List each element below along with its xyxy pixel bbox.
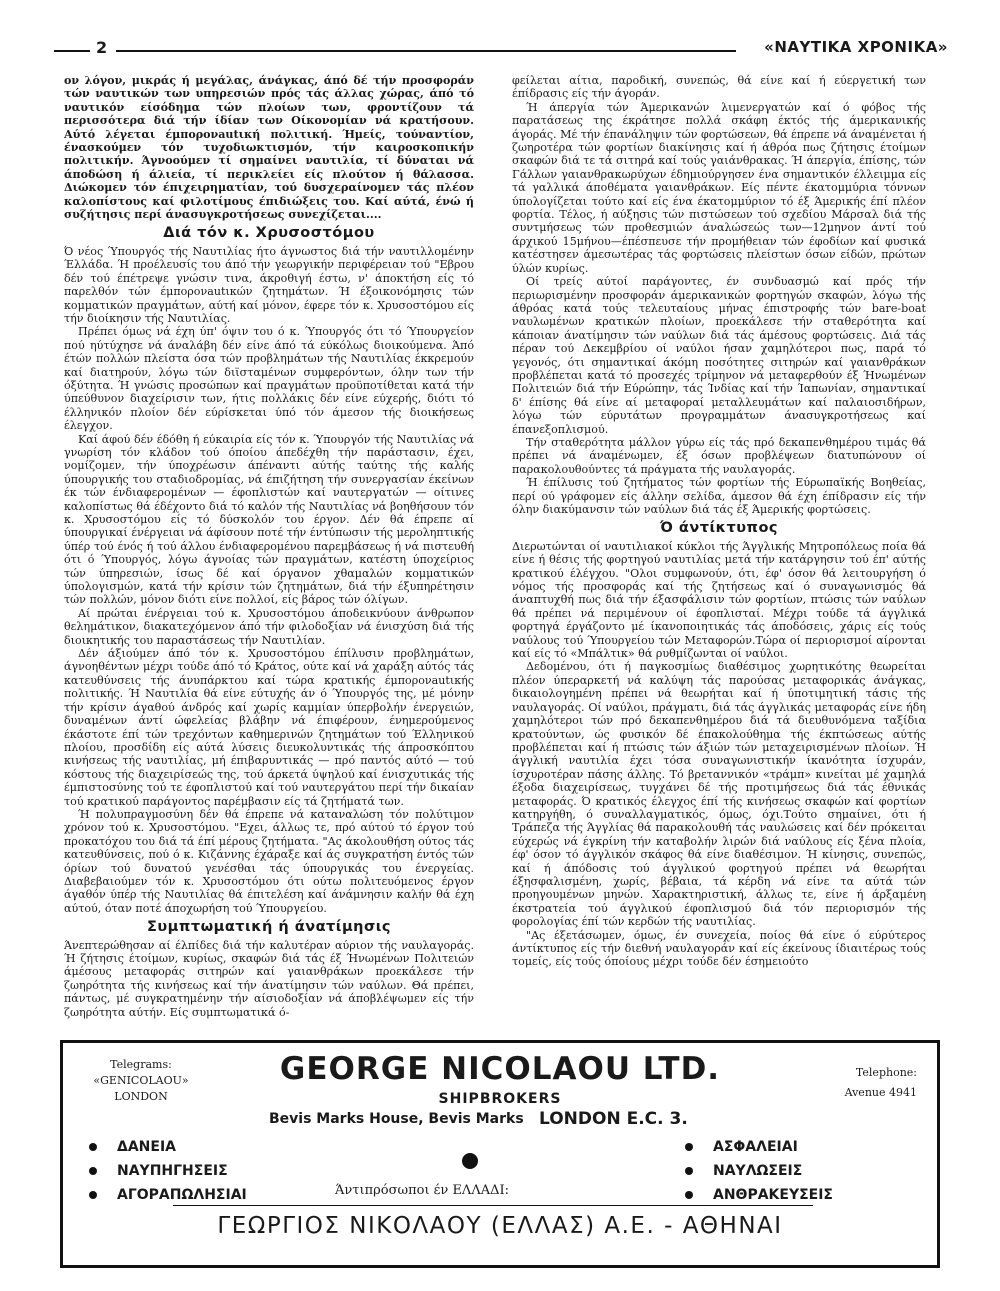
firm-type: SHIPBROKERS [438, 1091, 562, 1107]
right-column [512, 74, 926, 969]
lead-paragraph: ον λόγον, μικράς ή μεγάλας, άνάγκας, άπό δέ τήν προσφοράν τών ναυτικών των υπηρεσιών πρός τάς άλλας χώρας, άπό τό ναυτικόν είσόδημα τών πλοίων των, φροντίζουν τά περισσότερα διά τήν ίδίαν των Οίκονομίαν νά κρατήσουν. Αύτό λέγεται έμπορονautική πολιτική. Ήμείς, τούναντίον, ένασκούμεν τόν τυχοδιωκτισμόν, τήν καιροσκοπικήν πολιτικήν. Άγνοούμεν τί σημαίνει ναυτιλία, τί δύναται νά άποδώση ή άλιεία, τί περικλείει είς πλούτον ή θάλασσα. Διώκομεν τόν έπιχειρηματίαν, τού δυσχεραίνομεν τάς πλέον καλοπίστους καί φιλοτίμους έπιδιώξεις του. Καί αύτά, ένώ ή συζήτησις περί άνασυγκροτήσεως συνεχίζεται.... [64, 74, 474, 222]
firm-address: Bevis Marks House, Bevis Marks [269, 1111, 524, 1127]
firm-city: LONDON E.C. 3. [539, 1109, 688, 1129]
left-column [64, 74, 474, 1019]
divider [173, 1205, 813, 1206]
service-item: ΑΝΘΡΑΚΕΥΣΕΙΣ [681, 1183, 833, 1207]
service-item: ΑΓΟΡΑΠΩΛΗΣΙΑΙ [85, 1183, 247, 1207]
paragraph: Ή πολυπραγμοσύνη δέν θά έπρεπε νά καταναλώση τόν πολύτιμον χρόνον τού κ. Χρυσοστόμου. "Εχει, άλλως τε, πρό αύτού τό έργον τού προκατόχου του διά τά έπί μέρους ζητήματα. "Ας άκολουθήση ούτος τάς κατευθύνσεις, πού ό κ. Κιζάννης έχάραξε καί άς συγκρατήση έντός τών όρίων τού δυνατού γενέσθαι τάς ύπουργικάς του ένεργείας. Διαβεβαιούμεν τόν κ. Χρυσοστόμου ότι ούτω πολιτευόμενος έργον άγαθόν ύπέρ τής Ναυτιλίας θά έπιτελέση καί άνάμνησιν καλήν θά έχη αύτού, όταν ποτέ άποχωρήση τού Ύπουργείου. [64, 807, 474, 915]
service-item: ΔΑΝΕΙΑ [85, 1135, 247, 1159]
paragraph: Ό νέος Ύπουργός τής Ναυτιλίας ήτο άγνωστος διά τήν ναυτιλλομένην Έλλάδα. Ή προέλευσίς του άπό τήν γεωργικήν περιφέρειαν τού "Εβρου δέν τού έπέτρεψε γνώσιν τινα, άκροθιγή έστω, ν' άποκτήση είς τό παρελθόν τών έμπορονautικών ζητημάτων. Ή έξοικονόμησις τών κομματικών πραγμάτων, αύτή καί μόνον, έφερε τόν κ. Χρυσοστόμου είς τήν διοίκησιν τής Ναυτιλίας. [64, 244, 474, 325]
advertisement-box [60, 1040, 940, 1268]
paragraph: Ή άπεργία τών Άμερικανών λιμενεργατών καί ό φόβος τής παρατάσεως της έκράτησε πολλά σκάφη έκτός τής άμερικανικής άγοράς. Μέ τήν έπανάληψιν τών φορτώσεων, θά έπρεπε νά άναμένεται ή ζωηροτέρα τών φορτίων διακίνησις καί ή άθρόα πως ζήτησις έτοίμων σκαφών διά τε τά σιτηρά καί τούς γαιάνθρακας. Ή άπεργία, έπίσης, τών Γάλλων γαιανθρακωρύχων έδημιούργησεν ένα σημαντικόν έλλειμμα είς τά γαλλικά άποθέματα γαιανθράκων. Είς πέντε έκατομμύρια τόννων ύπολογίζεται τούτο καί είς ένα έκατομμύριον τό έξ Άμερικής έπί πλέον φορτία. Τέλος, ή αύξησις τών πιστώσεων τού σχεδίου Μάρσαλ διά τής συντμήσεως τών προθεσμιών άναλώσεώς των—12μηνον άντί τού άρχικού 15μήνου—έπέσπευσε τήν προμήθειαν τών έφοδίων καί φυσικά κατέστησεν άμεσωτέρας τάς φορτώσεις πλείστων όσων είδών, πρώτων ύλών κυρίως. [512, 100, 926, 275]
header-rule-left [54, 50, 90, 52]
service-item: ΑΣΦΑΛΕΙΑΙ [681, 1135, 833, 1159]
paragraph: Διερωτώνται οί ναυτιλιακοί κύκλοι τής Άγγλικής Μητροπόλεως ποία θά είνε ή θέσις τής φορτηγού ναυτιλίας μετά τήν κατάργησιν τού έπ' αύτής κρατικού έλέγχου. "Ολοι συμφωνούν, ότι, έφ' όσον θά λειτουργήση ό νόμος τής προσφοράς καί τής ζητήσεως καί ό συναγωνισμός θά άναπτυχθή πως διά τήν έξασφάλισιν τών φορτίων, πτώσις τών ναύλων θά πρέπει νά περιμένουν οί έφοπλισταί. Μέχρι τούδε τά άγγλικά φορτηγά έργάζοντο μέ ίκανοποιητικάς τάς άποδόσεις, χάρις είς τούς ναύλους τού Ύπουργείου τών Μεταφορών.Τώρα οί περιορισμοί αίρονται καί είς τό «Μπάλτικ» θά ρυθμίζωνται οί ναύλοι. [512, 539, 926, 661]
paragraph: Δεδομένου, ότι ή παγκοσμίως διαθέσιμος χωρητικότης θεωρείται πλέον ύπεραρκετή νά καλύψη τάς παρούσας μεταφορικάς άνάγκας, δικαιολογημένη πρέπει νά θεωρήται καί ή ύποτιμητική τάσις τής ναυλαγοράς. Οί ναύλοι, πράγματι, διά τάς άγγλικάς μεταφοράς είνε ήδη χαμηλότεροι τών πρό δεκαπενθημέρου διά τά διευθυνόμενα ταξίδια κρατούντων, ώς φυσικόν δέ έπακολούθημα τής έκπτώσεως αύτής προβλέπεται καί ή πτώσις τών άξιών τών μεταχειρισμένων πλοίων. Ή άγγλική ναυτιλία έχει τόσα συναγωνιστικήν ίκανότητα ίσχυράν, ίσχυροτέραν πάσης άλλης. Τό βρεταννικόν «τράμπ» κινείται μέ χαμηλά έξοδα διαχειρίσεως, τυγχάνει δέ τής προτιμήσεως διά τάς έθνικάς μεταφοράς. Ό κρατικός έλεγχος έπί τής κινήσεως σκαφών καί φορτίων κατηργήθη, ό συναλλαγματικός, όμως, όχι.Τούτο σημαίνει, ότι ή Τράπεζα τής Άγγλίας θά παρακολουθή τάς ναυλώσεις καί δέν πρόκειται εύχερώς νά έγκρίνη τήν καταβολήν λιρών διά ναύλους είς ξένα πλοία, έφ' όσον τό άγγλικόν σκάφος θά είνε διαθέσιμον. Ή κίνησις, συνεπώς, καί ή άπόδοσις τού άγγλικού φορτηγού πρέπει νά θεωρήται έξησφαλισμένη, χωρίς, βέβαια, τά κέρδη νά είνε τα αύτά τών προηγουμένων μηνών. Χαρακτηριστική, άλλως τε, είνε ή άρξαμένη έκστρατεία τού άγγλικού έφοπλισμού διά τόν περιορισμόν τής φορολογίας έπί τών κερδών τής ναυτιλίας. [512, 660, 926, 929]
representatives-label: Άντιπρόσωποι έν ΕΛΛΑΔΙ: [335, 1183, 509, 1198]
page-number: 2 [96, 38, 108, 57]
service-item: ΝΑΥΠΗΓΗΣΕΙΣ [85, 1159, 247, 1183]
paragraph: Καί άφού δέν έδόθη ή εύκαιρία είς τόν κ. Ύπουργόν τής Ναυτιλίας νά γνωρίση τόν κλάδον τού όποίου άπεδέχθη τήν παράστασιν, έχει, νομίζομεν, τήν ύποχρέωσιν άπέναντι αύτής ταύτης τής καλής ύπουργικής του σταδιοδρομίας, νά έπιζήτηση τήν συνεργασίαν έκείνων έκ τών ένδιαφερομένων — έφοπλιστών καί ναυτεργατών — οίτινες καλοπίστως θά έδέχοντο διά τό καλόν τής Ναυτιλίας νά βοηθήσουν τόν κ. Χρυσοστόμου είς τό δύσκολόν του έργον. Δέν θά έπρεπε αί ύπουργικαί ένέργειαι νά άφίσουν ποτέ τήν έντύπωσιν τής μεροληπτικής ύπέρ τού ένός ή τού άλλου ένδιαφερομένου παρεμβάσεως ή νά πιστευθή ότι ό Ύπουργός, λόγω άγνοίας τών πραγμάτων, κατέστη ύποχείριος τών ύπηρεσιών, ίσως δέ καί όργανον χθαμαλών κομματικών ύπολογισμών, κατά τήν κρίσιν τών ζητημάτων, διά τήν έξυπηρέτησιν τών πολλών, μόνον διότι είνε πολλοί, είς βάρος τών όλίγων. [64, 432, 474, 607]
paragraph: Τήν σταθερότητα μάλλον γύρω είς τάς πρό δεκαπενθημέρου τιμάς θά πρέπει νά άναμένωμεν, έξ όσων προβλέψεων διατυπώνουν οί παρακολουθούντες τά πράγματα τής ναυλαγοράς. [512, 435, 926, 476]
greek-firm-name: ΓΕΩΡΓΙΟΣ ΝΙΚΟΛΑΟΥ (ΕΛΛΑΣ) Α.Ε. - ΑΘΗΝΑΙ [217, 1213, 783, 1239]
paragraph: Οί τρείς αύτοί παράγοντες, έν συνδυασμώ καί πρός τήν περιωρισμένην προσφοράν άμερικανικών φορτηγών σκαφών, λόγω τής άθρόας κατά τούς τελευταίους μήνας έπιστροφής τών bare-boat ναυλωμένων κρατικών πλοίων, προεκάλεσε τήν σταθερότητα καί κάποιαν άνατίμησιν τών ναύλων διά τάς άμέσους φορτώσεις. Διά τάς πέραν τού Δεκεμβρίου οί ναύλοι ήσαν χαμηλότεροι πως, παρά τό γεγονός, ότι σημαντικαί άκόμη ποσότητες σιτηρών καί γαιανθράκων προβλέπεται κατά τό προσεχές τρίμηνον νά μεταφερθούν έξ Ήνωμένων Πολιτειών διά τήν Εύρώπην, τάς Ίνδίας καί τήν Ίαπωνίαν, σημαντικαί δ' έπίσης θά είνε αί μεταφοραί μεταλλευμάτων καί παλαιοσιδήρων, λόγω τών εύρυτάτων προγραμμάτων άνασυγκροτήσεως καί έπανεξοπλισμού. [512, 275, 926, 436]
telephone-label: Telephone: [855, 1066, 917, 1079]
telegrams-address: «GENICOLAOU» [93, 1074, 189, 1087]
header-rule-center [116, 50, 736, 52]
service-item: ΝΑΥΛΩΣΕΙΣ [681, 1159, 833, 1183]
publication-title: «ΝΑΥΤΙΚΑ ΧΡΟΝΙΚΑ» [764, 38, 948, 56]
bullet-dot-icon [462, 1153, 478, 1169]
services-left [85, 1135, 247, 1207]
paragraph: Δέν άξιούμεν άπό τόν κ. Χρυσοστόμου έπίλυσιν προβλημάτων, άγνοηθέντων μέχρι τούδε άπό τό Κράτος, ούτε καί νά χαράξη αύτός τάς κατευθύνσεις τής άνυπάρκτου καί τώρα κρατικής έμπορονautικής πολιτικής. Ή Ναυτιλία θά είνε εύτυχής άν ό Ύπουργός της, μέ μόνην τήν κρίσιν άγαθού άνδρός καί χωρίς καμμίαν ύπερβολήν ένεργειών, δυναμένων άντί ώφελείας βλάβην νά έπιφέρουν, ένημερούμενος έκάστοτε έπί τών τρεχόντων καθημερινών ζητημάτων τού Έλληνικού πλοίου, προσδίδη είς αύτά λύσεις διευκολυντικάς τής άπροσκόπτου κινήσεως τής ναυτιλίας, μή έπιβαρυντικάς — πρό παντός αύτό — τού κόστους τής διαχειρίσεώς της, τού άρκετά ύψηλού καί ένισχυτικάς τής έμπιστοσύνης τού τε έφοπλιστού καί τού ναυτεργάτου περί τήν δικαίαν τού κρατικού παράγοντος παρέμβασιν είς τά ζητήματά των. [64, 647, 474, 808]
paragraph: φείλεται αίτια, παροδική, συνεπώς, θά είνε καί ή εύεργετική των έπίδρασις είς τήν άγοράν. [512, 74, 926, 101]
telephone-number: Avenue 4941 [844, 1086, 917, 1099]
services-right [681, 1135, 833, 1207]
section-heading-impact: Ό άντίκτυπος [659, 520, 779, 537]
paragraph: Άνεπτερώθησαν αί έλπίδες διά τήν καλυτέραν αύριον τής ναυλαγοράς. Ή ζήτησις έτοίμων, κυρίως, σκαφών διά τάς έξ Ήνωμένων Πολιτειών άμέσους μεταφοράς σιτηρών καί γαιανθράκων προεκάλεσε τήν ζωηρότητα τής κινήσεως καί τήν άνατίμησιν τών ναύλων. Θά πρέπει, πάντως, μέ συγκρατημένην τήν αίσιοδοξίαν νά άποβλέψωμεν είς τήν ζωηρότητα αύτήν. Είς συμπτωματικά ό- [64, 938, 474, 1019]
paragraph: Αί πρώται ένέργειαι τού κ. Χρυσοστόμου άποδεικνύουν άνθρωπον θελημάτικον, διακατεχόμενον άπό τήν φιλοδοξίαν νά ένισχύση διά τής διοικητικής του παραστάσεως τήν Ναυτιλίαν. [64, 606, 474, 647]
telegrams-city: LONDON [114, 1090, 168, 1103]
paragraph: "Ας έξετάσωμεν, όμως, έν συνεχεία, ποίος θά είνε ό εύρύτερος άντίκτυπος είς τήν διεθνή ναυλαγοράν καί είς έκείνους ίδιαιτέρως τούς τομείς, είς τούς όποίους μέχρι τούδε δέν έσημειούτο [512, 928, 926, 969]
paragraph: Πρέπει όμως νά έχη ύπ' όψιν του ό κ. Ύπουργός ότι τό Ύπουργείον πού ηύτύχησε νά άναλάβη δέν είνε άπό τά εύκόλως διοικούμενα. Άπό έτών πολλών πλείστα όσα τών προβλημάτων τής Ναυτιλίας έκκρεμούν καί διατηρούν, λόγω τών διϊσταμένων συμφερόντων, όλην των τήν όξύτητα. Ή γνώσις προσώπων καί πραγμάτων προϋποτίθεται κατά τήν ύπεύθυνον διαχείρισιν των, ήτις πολλάκις δέν είνε εύχερής, διότι τό έλληνικόν πλοίον δέν εύρίσκεται ύπό τόν άμεσον τής διοικήσεως έλεγχον. [64, 325, 474, 433]
telegrams-label: Telegrams: [110, 1058, 172, 1071]
page-header [54, 38, 948, 64]
section-heading-revaluation: Συμπτωματική ή άνατίμησις [146, 919, 391, 936]
section-heading-chrysostomou: Διά τόν κ. Χρυσοστόμου [163, 225, 375, 242]
firm-name: GEORGE NICOLAOU LTD. [279, 1051, 721, 1087]
paragraph: Ή έπίλυσις τού ζητήματος τών φορτίων τής Εύρωπαϊκής Βοηθείας, περί ού γράφομεν είς άλλην σελίδα, άμεσον θά έχη έπίδρασιν είς τήν όλην διακύμανσιν τών ναύλων διά τάς έξ Άμερικής φορτώσεις. [512, 476, 926, 516]
